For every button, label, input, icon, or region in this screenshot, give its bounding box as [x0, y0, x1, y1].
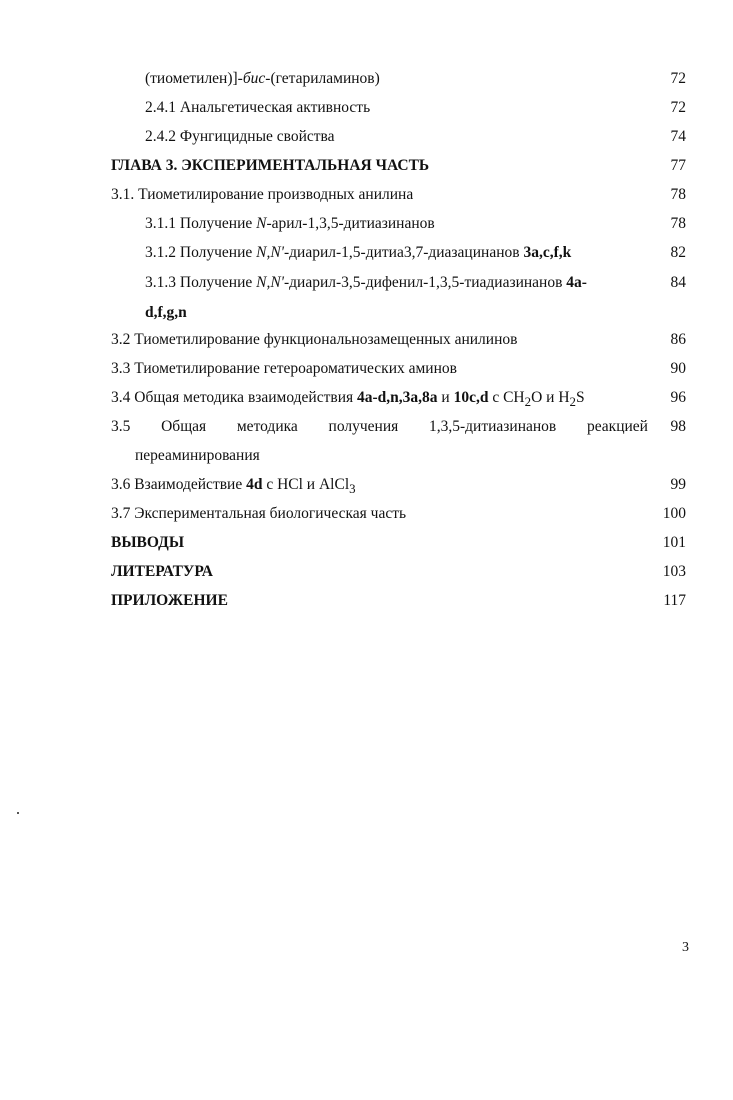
- toc-entry-title: 3.6 Взаимодействие 4d с HCl и AlCl$_3$: [111, 476, 356, 497]
- toc-entry-title: 3.1.1 Получение N-арил-1,3,5-дитиазинанов: [145, 215, 435, 232]
- toc-page-number: 74: [670, 128, 686, 145]
- toc-entry: [0, 331, 733, 353]
- toc-page-number: 90: [670, 360, 686, 377]
- toc-entry: [0, 418, 733, 440]
- toc-chapter-title: ПРИЛОЖЕНИЕ: [111, 592, 228, 609]
- toc-entry-title: 3.3 Тиометилирование гетероароматических аминов: [111, 360, 457, 377]
- toc-entry: [0, 505, 733, 527]
- toc-chapter: [0, 592, 733, 614]
- page-number: 3: [682, 940, 689, 955]
- toc-entry-title: 3.5 Общая методика получения 1,3,5-дитиазинанов реакцией: [111, 418, 648, 435]
- toc-entry-continuation: [0, 447, 733, 469]
- toc-page-number: 98: [670, 418, 686, 435]
- toc-entry-title: 3.1.2 Получение N,N'-диарил-1,5-дитиа3,7-диазацинанов 3a,c,f,k: [145, 244, 572, 261]
- toc-chapter-title: ЛИТЕРАТУРА: [111, 563, 213, 580]
- toc-page-number: 78: [670, 215, 686, 232]
- toc-page-number: 96: [670, 389, 686, 406]
- toc-page-number: 99: [670, 476, 686, 493]
- toc-entry-title: 3.4 Общая методика взаимодействия 4a-d,n,3a,8a и 10c,d с $CH_2O$ и $H_2S$: [111, 389, 585, 410]
- toc-page-number: 72: [670, 99, 686, 116]
- toc-page-number: 82: [670, 244, 686, 261]
- toc-entry-title: d,f,g,n: [145, 304, 187, 321]
- toc-entry: [0, 215, 733, 237]
- toc-entry: [0, 244, 733, 266]
- toc-entry: [0, 476, 733, 498]
- toc-entry-title: (тиометилен)]-бис-(гетариламинов): [145, 70, 380, 87]
- scan-speck: [17, 812, 19, 814]
- toc-entry-title: переаминирования: [135, 447, 260, 464]
- toc-entry: [0, 128, 733, 150]
- toc-entry-title: 3.7 Экспериментальная биологическая часть: [111, 505, 407, 522]
- toc-chapter: [0, 563, 733, 585]
- toc-page-number: 77: [670, 157, 686, 174]
- toc-entry: [0, 99, 733, 121]
- toc-page-number: 101: [662, 534, 686, 551]
- toc-chapter-title: ВЫВОДЫ: [111, 534, 185, 551]
- toc-entry-title: 3.1.3 Получение N,N'-диарил-3,5-дифенил-1,3,5-тиадиазинанов 4a-: [145, 274, 587, 291]
- toc-page-number: 103: [662, 563, 686, 580]
- toc-entry-title: 2.4.1 Анальгетическая активность: [145, 99, 371, 116]
- toc-entry-title: 2.4.2 Фунгицидные свойства: [145, 128, 335, 145]
- toc-entry-title: 3.2 Тиометилирование функциональнозамещенных анилинов: [111, 331, 518, 348]
- toc-entry-continuation: [0, 304, 733, 326]
- toc-chapter: [0, 534, 733, 556]
- toc-entry: [0, 389, 733, 411]
- toc-entry: [0, 360, 733, 382]
- toc-page-number: 100: [662, 505, 686, 522]
- toc-entry: [0, 186, 733, 208]
- toc-page-number: 86: [670, 331, 686, 348]
- toc-chapter-title: ГЛАВА 3. ЭКСПЕРИМЕНТАЛЬНАЯ ЧАСТЬ: [111, 157, 430, 174]
- toc-page-number: 78: [670, 186, 686, 203]
- toc-page-number: 72: [670, 70, 686, 87]
- toc-entry: [0, 70, 733, 92]
- toc-entry-title: 3.1. Тиометилирование производных анилина: [111, 186, 414, 203]
- toc-page-number: 84: [670, 274, 686, 291]
- toc-chapter: [0, 157, 733, 179]
- toc-entry: [0, 274, 733, 296]
- toc-page-number: 117: [663, 592, 686, 609]
